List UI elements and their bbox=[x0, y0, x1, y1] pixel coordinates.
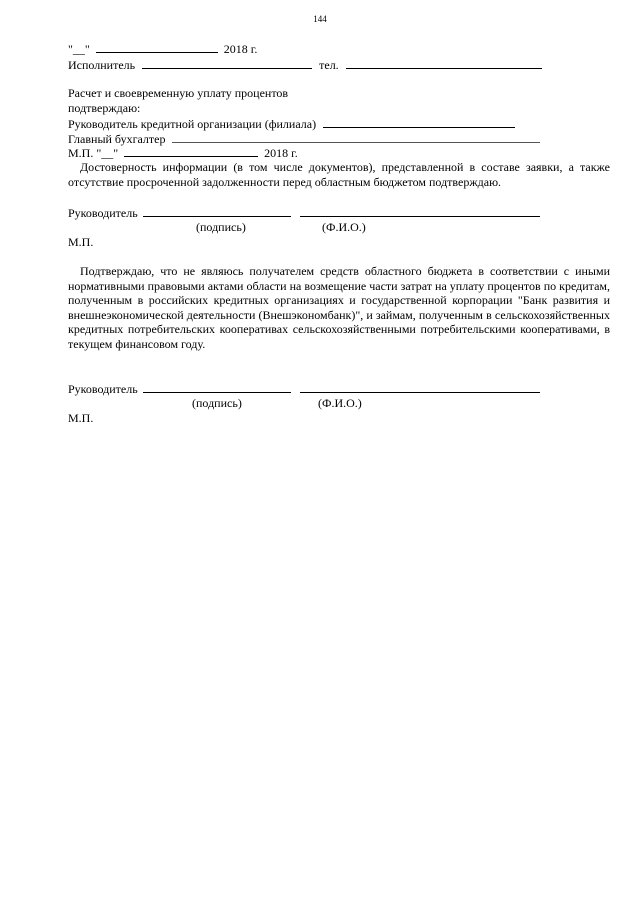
page-number: 144 bbox=[313, 14, 327, 24]
date-month-blank[interactable] bbox=[96, 41, 218, 53]
signature-caption-1: (подпись) bbox=[196, 220, 246, 234]
signature-line-1 bbox=[68, 205, 540, 220]
signature-line-2 bbox=[68, 381, 540, 396]
date-line bbox=[68, 41, 257, 56]
chief-accountant-blank[interactable] bbox=[172, 131, 540, 143]
non-recipient-paragraph bbox=[68, 264, 610, 351]
chief-accountant-line bbox=[68, 131, 540, 146]
calc-line-2: подтверждаю: bbox=[68, 101, 141, 115]
credit-org-head-line bbox=[68, 116, 515, 131]
date-year: 2018 г. bbox=[223, 42, 258, 56]
signature-caption-2: (подпись) bbox=[192, 396, 242, 410]
executor-label: Исполнитель bbox=[68, 58, 136, 72]
stamp-date-line bbox=[68, 145, 298, 160]
chief-accountant-label: Главный бухгалтер bbox=[68, 132, 166, 146]
phone-blank[interactable] bbox=[346, 57, 542, 69]
credit-org-head-blank[interactable] bbox=[323, 116, 515, 128]
date-day-blank: "__" bbox=[68, 42, 90, 56]
name-caption-1: (Ф.И.О.) bbox=[322, 220, 366, 234]
stamp-1: М.П. bbox=[68, 235, 94, 249]
stamp-date-prefix: М.П. "__" bbox=[68, 146, 119, 160]
full-name-blank-1[interactable] bbox=[300, 205, 540, 217]
full-name-blank-2[interactable] bbox=[300, 381, 540, 393]
executor-line bbox=[68, 57, 542, 72]
reliability-paragraph bbox=[68, 160, 610, 189]
stamp-date-year: 2018 г. bbox=[264, 146, 298, 160]
stamp-date-blank[interactable] bbox=[124, 145, 258, 157]
executor-name-blank[interactable] bbox=[142, 57, 312, 69]
head-label-1: Руководитель bbox=[68, 206, 138, 220]
stamp-2: М.П. bbox=[68, 411, 94, 425]
phone-label: тел. bbox=[319, 58, 339, 72]
reliability-text: Достоверность информации (в том числе документов), представленной в составе заявки, а также отсутствие просроченной задолженности перед областным бюджетом подтверждаю. bbox=[68, 160, 610, 189]
signature-blank-1[interactable] bbox=[143, 205, 291, 217]
name-caption-2: (Ф.И.О.) bbox=[318, 396, 362, 410]
non-recipient-text: Подтверждаю, что не являюсь получателем средств областного бюджета в соответствии с иными нормативными правовыми актами области на возмещение части затрат на уплату процентов по кредитам, полученным в российских кредитных организациях и государственной корпорации "Банк развития и внешнеэкономической деятельности (Внешэкономбанк)", и займам, полученным в сельскохозяйственных кредитных потребительских кооперативах сельскохозяйственными потребительскими кооперативами, в текущем финансовом году. bbox=[68, 264, 610, 351]
calc-line-1: Расчет и своевременную уплату процентов bbox=[68, 86, 289, 100]
credit-org-head-label: Руководитель кредитной организации (филиала) bbox=[68, 117, 317, 131]
head-label-2: Руководитель bbox=[68, 382, 138, 396]
signature-blank-2[interactable] bbox=[143, 381, 291, 393]
